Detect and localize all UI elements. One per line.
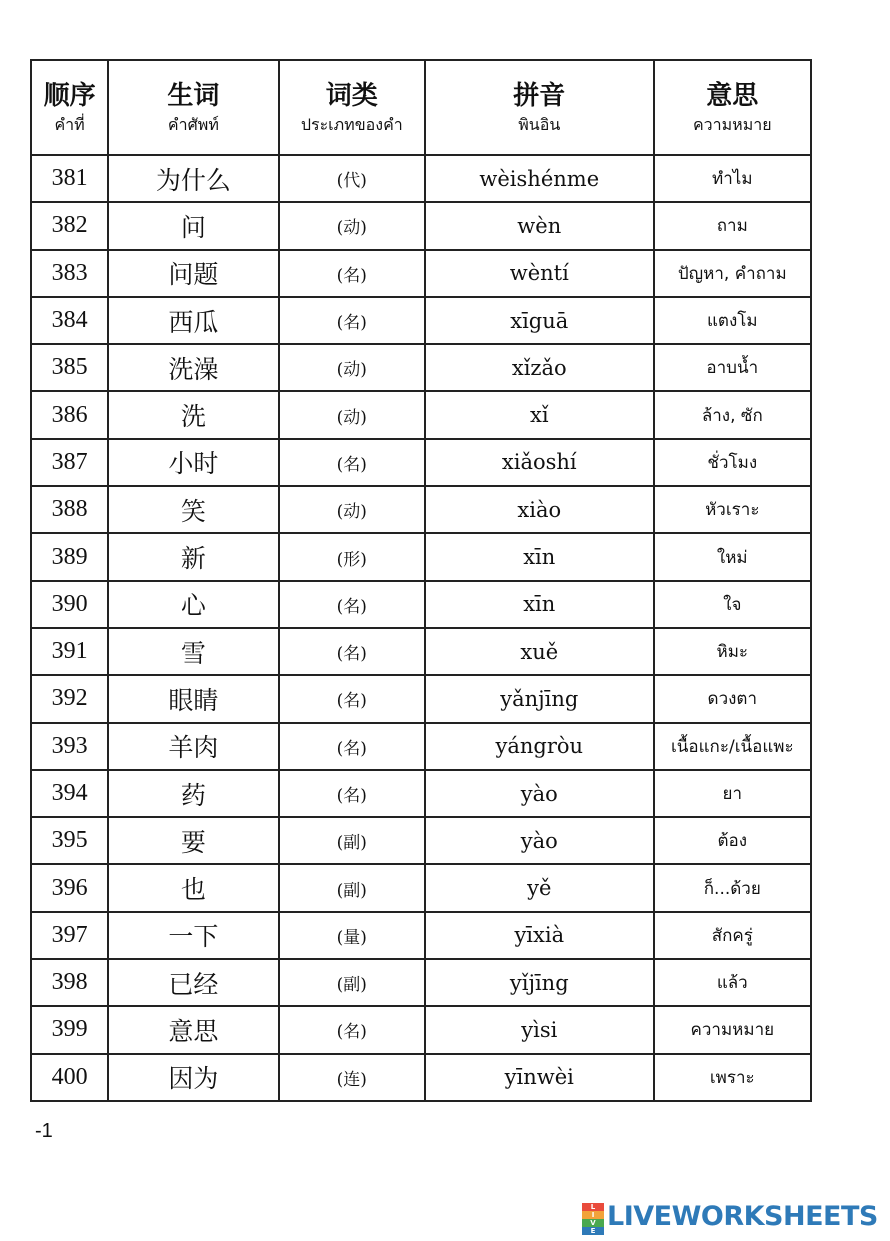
header-meaning-zh: 意思 [706, 80, 759, 111]
brand-watermark [582, 1198, 878, 1234]
row-pinyin: xīn [425, 533, 654, 580]
table-row [31, 486, 811, 533]
row-part-of-speech: (副) [279, 817, 425, 864]
row-meaning: ใจ [654, 581, 811, 628]
table-row [31, 864, 811, 911]
row-meaning: ยา [654, 770, 811, 817]
row-word: 洗 [108, 391, 278, 438]
row-number: 398 [31, 959, 108, 1006]
row-part-of-speech: (代) [279, 155, 425, 202]
row-number: 383 [31, 250, 108, 297]
row-pinyin: xuě [425, 628, 654, 675]
row-word: 问题 [108, 250, 278, 297]
row-pinyin: xiào [425, 486, 654, 533]
row-meaning: แตงโม [654, 297, 811, 344]
row-word: 心 [108, 581, 278, 628]
table-row [31, 912, 811, 959]
row-word: 问 [108, 202, 278, 249]
row-number: 399 [31, 1006, 108, 1053]
row-word: 因为 [108, 1054, 278, 1101]
row-number: 389 [31, 533, 108, 580]
table-row [31, 959, 811, 1006]
row-meaning: หัวเราะ [654, 486, 811, 533]
row-word: 要 [108, 817, 278, 864]
row-pinyin: yīnwèi [425, 1054, 654, 1101]
row-pinyin: yě [425, 864, 654, 911]
row-pinyin: yǎnjīng [425, 675, 654, 722]
row-number: 390 [31, 581, 108, 628]
row-pinyin: yìsi [425, 1006, 654, 1053]
table-row [31, 723, 811, 770]
row-pinyin: yǐjīng [425, 959, 654, 1006]
row-meaning: สักครู่ [654, 912, 811, 959]
row-pinyin: yào [425, 770, 654, 817]
row-part-of-speech: (副) [279, 959, 425, 1006]
row-number: 392 [31, 675, 108, 722]
row-pinyin: wèishénme [425, 155, 654, 202]
row-meaning: แล้ว [654, 959, 811, 1006]
row-word: 新 [108, 533, 278, 580]
header-meaning [654, 60, 811, 155]
row-number: 388 [31, 486, 108, 533]
row-part-of-speech: (名) [279, 770, 425, 817]
header-pinyin [425, 60, 654, 155]
table-row [31, 1006, 811, 1053]
header-number-zh: 顺序 [43, 80, 96, 111]
row-meaning: ใหม่ [654, 533, 811, 580]
row-part-of-speech: (动) [279, 344, 425, 391]
row-meaning: เพราะ [654, 1054, 811, 1101]
table-header [31, 60, 811, 155]
row-part-of-speech: (名) [279, 439, 425, 486]
row-part-of-speech: (名) [279, 297, 425, 344]
table-row [31, 344, 811, 391]
row-meaning: อาบน้ำ [654, 344, 811, 391]
row-part-of-speech: (副) [279, 864, 425, 911]
row-meaning: ต้อง [654, 817, 811, 864]
row-number: 387 [31, 439, 108, 486]
header-word-zh: 生词 [167, 80, 220, 111]
row-word: 雪 [108, 628, 278, 675]
row-number: 382 [31, 202, 108, 249]
row-number: 393 [31, 723, 108, 770]
row-part-of-speech: (形) [279, 533, 425, 580]
row-meaning: เนื้อแกะ/เนื้อแพะ [654, 723, 811, 770]
liveworksheets-logo-icon [582, 1203, 604, 1235]
row-meaning: ชั่วโมง [654, 439, 811, 486]
table-row [31, 391, 811, 438]
row-word: 已经 [108, 959, 278, 1006]
logo-letter: E [582, 1227, 604, 1235]
row-number: 395 [31, 817, 108, 864]
logo-letter: I [582, 1211, 604, 1219]
row-number: 391 [31, 628, 108, 675]
row-word: 羊肉 [108, 723, 278, 770]
header-number [31, 60, 108, 155]
header-word-th: คำศัพท์ [167, 114, 219, 134]
logo-letter: L [582, 1203, 604, 1211]
row-pinyin: wèn [425, 202, 654, 249]
table-row [31, 297, 811, 344]
row-word: 为什么 [108, 155, 278, 202]
row-pinyin: wèntí [425, 250, 654, 297]
row-pinyin: xīn [425, 581, 654, 628]
row-part-of-speech: (连) [279, 1054, 425, 1101]
table-row [31, 439, 811, 486]
table-row [31, 675, 811, 722]
row-part-of-speech: (名) [279, 723, 425, 770]
table-row [31, 202, 811, 249]
row-word: 小时 [108, 439, 278, 486]
header-pinyin-zh: 拼音 [513, 80, 566, 111]
table-row [31, 581, 811, 628]
row-meaning: ถาม [654, 202, 811, 249]
table-row [31, 250, 811, 297]
row-pinyin: yào [425, 817, 654, 864]
row-meaning: ล้าง, ซัก [654, 391, 811, 438]
header-row [31, 60, 811, 155]
row-part-of-speech: (动) [279, 486, 425, 533]
header-part-of-speech-zh: 词类 [325, 80, 378, 111]
row-part-of-speech: (名) [279, 1006, 425, 1053]
header-meaning-th: ความหมาย [692, 114, 772, 134]
row-number: 400 [31, 1054, 108, 1101]
row-number: 397 [31, 912, 108, 959]
row-number: 384 [31, 297, 108, 344]
row-meaning: ทำไม [654, 155, 811, 202]
logo-letter: V [582, 1219, 604, 1227]
row-meaning: ความหมาย [654, 1006, 811, 1053]
row-meaning: ก็...ด้วย [654, 864, 811, 911]
row-pinyin: xǐzǎo [425, 344, 654, 391]
row-part-of-speech: (名) [279, 581, 425, 628]
row-pinyin: xǐ [425, 391, 654, 438]
brand-name: LIVEWORKSHEETS [607, 1200, 878, 1232]
header-number-th: คำที่ [54, 114, 85, 134]
table-row [31, 155, 811, 202]
row-word: 西瓜 [108, 297, 278, 344]
row-meaning: ดวงตา [654, 675, 811, 722]
row-pinyin: xiǎoshí [425, 439, 654, 486]
row-number: 381 [31, 155, 108, 202]
row-word: 也 [108, 864, 278, 911]
table-row [31, 628, 811, 675]
row-word: 洗澡 [108, 344, 278, 391]
table-row [31, 770, 811, 817]
page-number: -1 [35, 1120, 53, 1142]
table-row [31, 1054, 811, 1101]
row-part-of-speech: (动) [279, 391, 425, 438]
header-pinyin-th: พินอิน [518, 114, 561, 134]
row-word: 笑 [108, 486, 278, 533]
row-word: 意思 [108, 1006, 278, 1053]
vocabulary-table [30, 59, 812, 1102]
row-meaning: ปัญหา, คำถาม [654, 250, 811, 297]
header-part-of-speech [279, 60, 425, 155]
row-word: 眼睛 [108, 675, 278, 722]
row-number: 385 [31, 344, 108, 391]
row-part-of-speech: (名) [279, 675, 425, 722]
row-pinyin: xīguā [425, 297, 654, 344]
table-row [31, 533, 811, 580]
row-pinyin: yīxià [425, 912, 654, 959]
row-part-of-speech: (动) [279, 202, 425, 249]
row-word: 药 [108, 770, 278, 817]
row-number: 396 [31, 864, 108, 911]
row-part-of-speech: (名) [279, 250, 425, 297]
table-row [31, 817, 811, 864]
row-number: 394 [31, 770, 108, 817]
row-pinyin: yángròu [425, 723, 654, 770]
row-word: 一下 [108, 912, 278, 959]
row-part-of-speech: (名) [279, 628, 425, 675]
row-meaning: หิมะ [654, 628, 811, 675]
row-part-of-speech: (量) [279, 912, 425, 959]
header-word [108, 60, 278, 155]
row-number: 386 [31, 391, 108, 438]
table-body [31, 155, 811, 1101]
header-part-of-speech-th: ประเภทของคำ [300, 114, 403, 134]
